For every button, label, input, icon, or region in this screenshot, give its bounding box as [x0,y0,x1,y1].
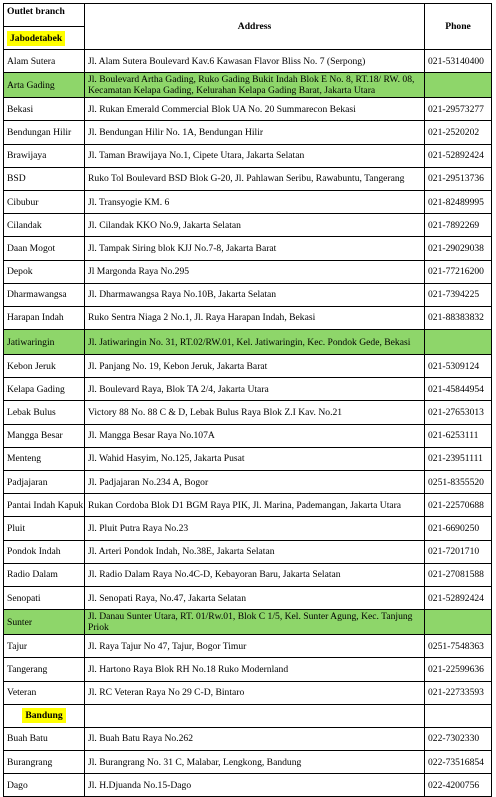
address-cell: Jl. Danau Sunter Utara, RT. 01/Rw.01, Blok C 1/5, Kel. Sunter Agung, Kec. Tanjung Priok [85,610,425,635]
phone-cell: 021-52892424 [425,586,492,609]
branch-cell: Buah Batu [4,727,85,750]
branch-cell: Arta Gading [4,73,85,98]
phone-cell: 0251-8355520 [425,471,492,494]
address-cell: Jl. Rukan Emerald Commercial Blok UA No. 20 Summarecon Bekasi [85,98,425,121]
branch-cell: Menteng [4,447,85,470]
phone-cell: 021-6253111 [425,424,492,447]
phone-cell [425,610,492,635]
phone-cell: 021-22570688 [425,494,492,517]
table-row [4,471,492,494]
phone-cell: 021-52892424 [425,144,492,167]
phone-cell: 021-7201710 [425,540,492,563]
table-row [4,330,492,355]
jabodetabek-rows [4,50,492,705]
table-row [4,214,492,237]
branch-cell: Brawijaya [4,144,85,167]
region-cell [4,704,85,727]
address-cell: Jl. Arteri Pondok Indah, No.38E, Jakarta Selatan [85,540,425,563]
phone-cell: 022-73516854 [425,751,492,774]
bandung-rows [4,727,492,797]
address-cell: Jl. Tampak Siring blok KJJ No.7-8, Jakarta Barat [85,237,425,260]
phone-cell: 021-82489995 [425,190,492,213]
table-row [4,378,492,401]
table-row [4,610,492,635]
table-row [4,681,492,704]
phone-cell: 021-77216200 [425,260,492,283]
branch-cell: Pantai Indah Kapuk [4,494,85,517]
address-cell: Jl. Pluit Putra Raya No.23 [85,517,425,540]
branch-cell: Radio Dalam [4,563,85,586]
address-cell: Jl. H.Djuanda No.15-Dago [85,774,425,797]
header-branch [4,4,85,27]
branch-cell: Depok [4,260,85,283]
phone-cell: 021-7892269 [425,214,492,237]
phone-cell: 021-2520202 [425,121,492,144]
address-cell: Jl. Radio Dalam Raya No.4C-D, Kebayoran Baru, Jakarta Selatan [85,563,425,586]
phone-cell: 021-6690250 [425,517,492,540]
table-row [4,751,492,774]
table-row [4,563,492,586]
address-cell: Ruko Tol Boulevard BSD Blok G-20, Jl. Pahlawan Seribu, Rawabuntu, Tangerang [85,167,425,190]
phone-cell: 021-27653013 [425,401,492,424]
branch-cell: Pondok Indah [4,540,85,563]
phone-cell: 021-23951111 [425,447,492,470]
table-row [4,586,492,609]
address-cell: Jl. Padjajaran No.234 A, Bogor [85,471,425,494]
address-cell: Jl. Bendungan Hilir No. 1A, Bendungan Hilir [85,121,425,144]
table-row [4,237,492,260]
phone-cell [425,73,492,98]
address-cell: Victory 88 No. 88 C & D, Lebak Bulus Raya Blok Z.I Kav. No.21 [85,401,425,424]
phone-cell: 021-22599636 [425,658,492,681]
branch-cell: Tajur [4,635,85,658]
region-label-bandung: Bandung [22,708,65,723]
table-row [4,121,492,144]
table-row [4,517,492,540]
phone-cell: 021-88383832 [425,306,492,329]
branch-cell: Lebak Bulus [4,401,85,424]
address-cell: Jl. Raya Tajur No 47, Tajur, Bogor Timur [85,635,425,658]
address-cell: Jl. Wahid Hasyim, No.125, Jakarta Pusat [85,447,425,470]
branch-cell: Dago [4,774,85,797]
branch-cell: Veteran [4,681,85,704]
table-row [4,540,492,563]
address-cell: Jl. Alam Sutera Boulevard Kav.6 Kawasan Flavor Bliss No. 7 (Serpong) [85,50,425,73]
outlet-table [3,3,492,797]
table-row [4,424,492,447]
table-row [4,447,492,470]
address-cell: Jl. Dharmawangsa Raya No.10B, Jakarta Selatan [85,283,425,306]
branch-cell: Bekasi [4,98,85,121]
address-cell: Jl. Transyogie KM. 6 [85,190,425,213]
address-cell: Jl. Mangga Besar Raya No.107A [85,424,425,447]
branch-cell: Dharmawangsa [4,283,85,306]
table-row [4,658,492,681]
branch-cell: Burangrang [4,751,85,774]
address-cell: Ruko Sentra Niaga 2 No.1, Jl. Raya Harapan Indah, Bekasi [85,306,425,329]
address-cell: Jl. Hartono Raya Blok RH No.18 Ruko Modernland [85,658,425,681]
branch-cell: Harapan Indah [4,306,85,329]
branch-cell: BSD [4,167,85,190]
table-row [4,190,492,213]
table-row [4,167,492,190]
phone-cell: 021-45844954 [425,378,492,401]
empty-cell [425,704,492,727]
header-address: Address [85,4,425,50]
header-phone: Phone [425,4,492,50]
branch-cell: Cilandak [4,214,85,237]
address-cell: Jl. Cilandak KKO No.9, Jakarta Selatan [85,214,425,237]
address-cell: Jl. Burangrang No. 31 C, Malabar, Lengkong, Bandung [85,751,425,774]
table-row [4,355,492,378]
phone-cell: 021-53140400 [425,50,492,73]
address-cell: Jl. Jatiwaringin No. 31, RT.02/RW.01, Kel. Jatiwaringin, Kec. Pondok Gede, Bekasi [85,330,425,355]
table-row [4,50,492,73]
address-cell: Jl. Buah Batu Raya No.262 [85,727,425,750]
table-row [4,144,492,167]
address-cell: Jl. Taman Brawijaya No.1, Cipete Utara, Jakarta Selatan [85,144,425,167]
branch-cell: Tangerang [4,658,85,681]
table-row [4,635,492,658]
empty-cell [85,704,425,727]
branch-cell: Kelapa Gading [4,378,85,401]
branch-cell: Mangga Besar [4,424,85,447]
branch-cell: Jatiwaringin [4,330,85,355]
table-row [4,774,492,797]
branch-cell: Daan Mogot [4,237,85,260]
phone-cell: 0251-7548363 [425,635,492,658]
phone-cell: 022-4200756 [425,774,492,797]
phone-cell: 021-29513736 [425,167,492,190]
branch-cell: Kebon Jeruk [4,355,85,378]
branch-cell: Sunter [4,610,85,635]
branch-cell: Cibubur [4,190,85,213]
bandung-section [4,704,492,727]
phone-cell: 021-29029038 [425,237,492,260]
branch-cell: Bendungan Hilir [4,121,85,144]
address-cell: Jl. RC Veteran Raya No 29 C-D, Bintaro [85,681,425,704]
phone-cell: 022-7302330 [425,727,492,750]
table-row [4,401,492,424]
branch-cell: Padjajaran [4,471,85,494]
table-row [4,727,492,750]
header-row [4,4,492,27]
address-cell: Jl Margonda Raya No.295 [85,260,425,283]
header-branch-label: Outlet branch [7,6,65,17]
table-row [4,260,492,283]
table-row [4,98,492,121]
address-cell: Rukan Cordoba Blok D1 BGM Raya PIK, Jl. Marina, Pademangan, Jakarta Utara [85,494,425,517]
phone-cell: 021-5309124 [425,355,492,378]
table-row [4,73,492,98]
branch-cell: Senopati [4,586,85,609]
phone-cell: 021-29573277 [425,98,492,121]
phone-cell [425,330,492,355]
region-row-bandung [4,704,492,727]
phone-cell: 021-27081588 [425,563,492,586]
table-row [4,306,492,329]
phone-cell: 021-22733593 [425,681,492,704]
branch-cell: Pluit [4,517,85,540]
table-row [4,283,492,306]
branch-cell: Alam Sutera [4,50,85,73]
address-cell: Jl. Senopati Raya, No.47, Jakarta Selatan [85,586,425,609]
region-cell [4,27,85,50]
address-cell: Jl. Boulevard Artha Gading, Ruko Gading Bukit Indah Blok E No. 8, RT.18/ RW. 08, Kecamatan Kelapa Gading, Kelurahan Kelapa Gading Barat, Jakarta Utara [85,73,425,98]
address-cell: Jl. Boulevard Raya, Blok TA 2/4, Jakarta Utara [85,378,425,401]
table-row [4,494,492,517]
address-cell: Jl. Panjang No. 19, Kebon Jeruk, Jakarta Barat [85,355,425,378]
phone-cell: 021-7394225 [425,283,492,306]
region-label-jabodetabek: Jabodetabek [7,31,65,46]
